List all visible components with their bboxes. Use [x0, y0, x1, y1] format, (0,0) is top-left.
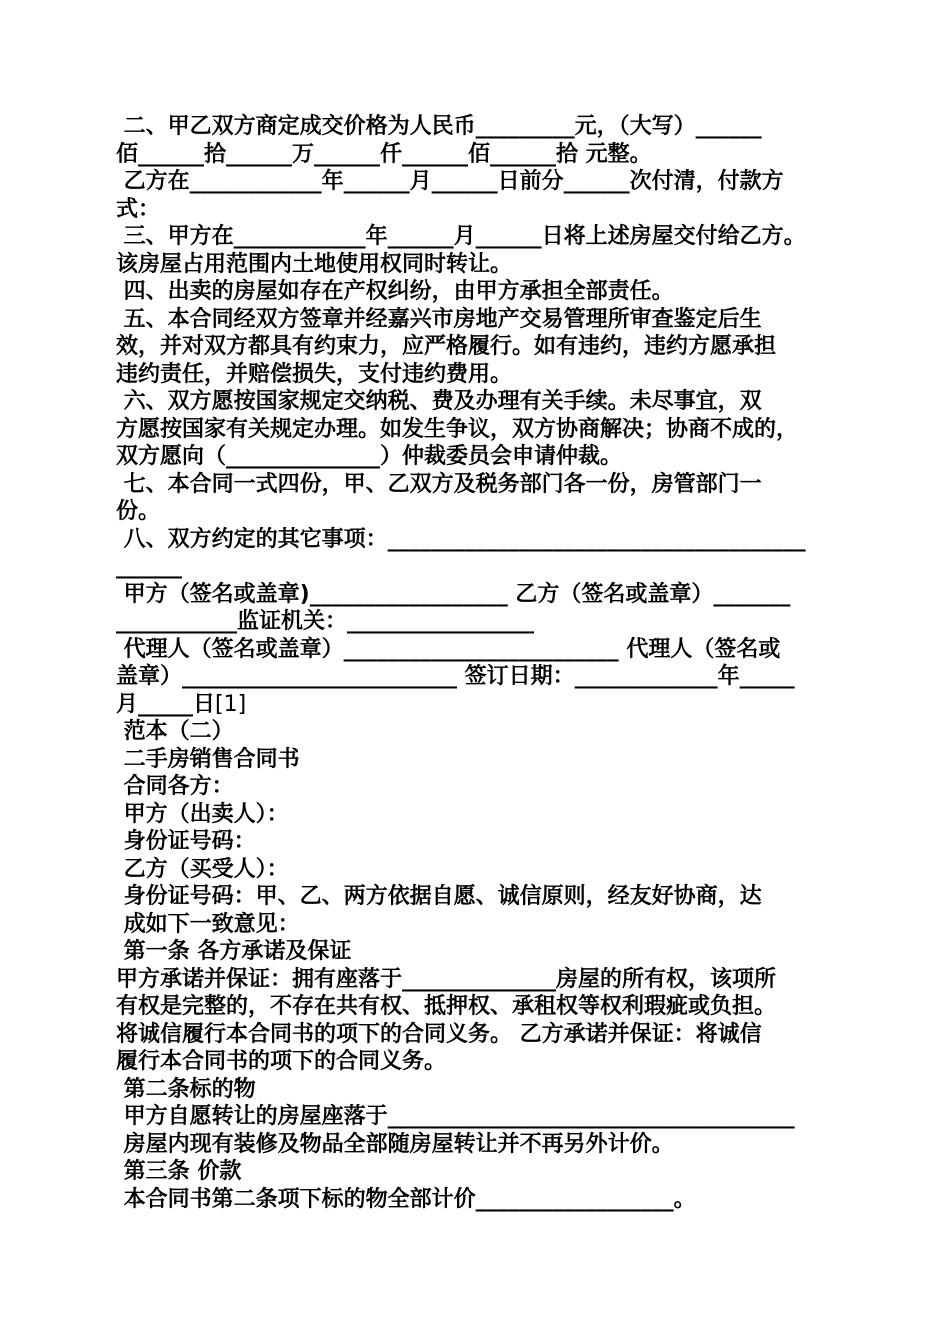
payment-line-2: 式： [116, 196, 161, 222]
signature-line-5 [116, 691, 846, 719]
template-2-heading: 范本（二） [116, 719, 234, 744]
clause-3-line-1: 三、甲方在____________年______月______日将上述房屋交付给乙方。 [116, 224, 806, 249]
party-b-id-line-2: 成如下一致意见： [116, 911, 300, 937]
clause-2-line-1: 二、甲乙双方商定成交价格为人民币_________元，（大写）______ [116, 114, 762, 139]
clause-7-line-1: 七、本合同一式四份，甲、乙双方及税务部门各一份，房管部门一 [116, 471, 762, 497]
article-2-line-2: 房屋内现有装修及物品全部随房屋转让并不再另外计价。 [116, 1131, 674, 1157]
clause-6-line-2: 方愿按国家有关规定办理。如发生争议，双方协商解决；协商不成的， [116, 416, 799, 442]
clause-3-line-2: 该房屋占用范围内土地使用权同时转让。 [116, 251, 513, 277]
party-b-label: 乙方（买受人）： [116, 856, 289, 882]
date-day-text: 月_____日 [116, 691, 216, 717]
clause-8-line-2: ______ [116, 554, 182, 579]
party-b-id-line-1: 身份证号码：甲、乙、两方依据自愿、诚信原则，经友好协商，达 [116, 884, 762, 909]
party-a-id-label: 身份证号码： [116, 829, 256, 854]
signature-line-4: 盖章）_________________________ 签订日期：_____________年_____ [116, 664, 795, 689]
payment-line-1: 乙方在____________年______月______日前分______次付清，付款方 [116, 169, 784, 194]
article-2-heading: 第二条标的物 [116, 1076, 256, 1102]
parties-heading: 合同各方： [116, 774, 234, 799]
party-a-label: 甲方（出卖人）： [116, 801, 289, 827]
article-1-line-4: 履行本合同书的项下的合同义务。 [116, 1049, 447, 1074]
signature-line-1: 甲方（签名或盖章)__________________ 乙方（签名或盖章）_______ [116, 581, 791, 607]
clause-6-line-1: 六、双方愿按国家规定交纳税、费及办理有关手续。未尽事宜，双 [116, 389, 762, 414]
signature-line-2: ___________监证机关：_________________ [116, 609, 535, 634]
clause-6-line-3: 双方愿向（______________）仲裁委员会申请仲裁。 [116, 444, 623, 469]
clause-5-line-3: 违约责任，并赔偿损失，支付违约费用。 [116, 361, 513, 387]
contract-title: 二手房销售合同书 [116, 746, 300, 772]
article-1-line-2: 有权是完整的，不存在共有权、抵押权、承租权等权利瑕疵或负担。 [116, 994, 777, 1019]
signature-line-3: 代理人（签名或盖章）_________________________ 代理人（签名或 [116, 636, 781, 662]
clause-5-line-1: 五、本合同经双方签章并经嘉兴市房地产交易管理所审查鉴定后生 [116, 306, 762, 332]
article-2-line-1: 甲方自愿转让的房屋座落于_____________________________________ [116, 1104, 795, 1129]
article-1-heading: 第一条 各方承诺及保证 [116, 939, 352, 964]
contract-document [116, 113, 846, 1213]
article-3-heading: 第三条 价款 [116, 1159, 242, 1184]
article-1-line-3: 将诚信履行本合同书的项下的合同义务。 乙方承诺并保证：将诚信 [116, 1021, 762, 1047]
clause-7-line-2: 份。 [116, 499, 161, 524]
clause-5-line-2: 效，并对双方都具有约束力，应严格履行。如有违约，违约方愿承担 [116, 334, 777, 359]
clause-2-line-2: 佰______拾______万______仟______佰______拾 元整。 [116, 141, 652, 167]
clause-8-line-1: 八、双方约定的其它事项：______________________________________ [116, 526, 806, 552]
article-3-line-1: 本合同书第二条项下标的物全部计价__________________。 [116, 1186, 696, 1212]
article-1-line-1: 甲方承诺并保证：拥有座落于______________房屋的所有权，该项所 [116, 966, 777, 992]
footnote-ref: [1] [215, 691, 247, 717]
clause-4: 四、出卖的房屋如存在产权纠纷，由甲方承担全部责任。 [116, 279, 674, 304]
